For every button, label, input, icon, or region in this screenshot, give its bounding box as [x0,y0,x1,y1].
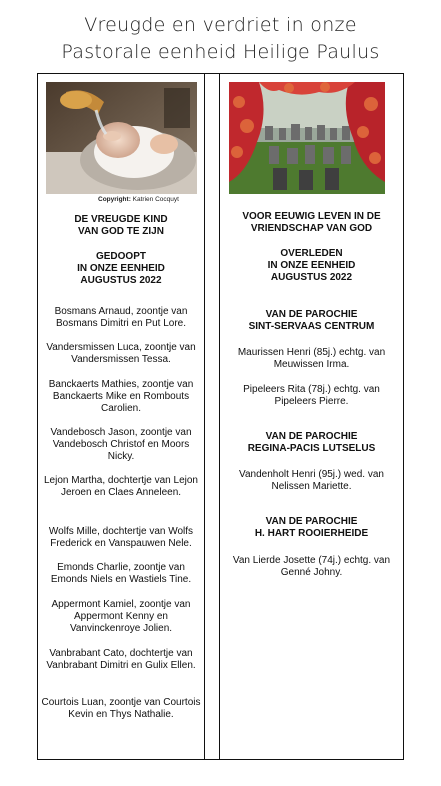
cemetery-photo [229,82,385,194]
bulletin-frame [37,73,404,760]
heading-line: IN ONZE EENHEID [267,260,356,271]
baptism-entry: Wolfs Mille, dochtertje van Wolfs Frederick en Vanspauwen Nele. [48,526,194,550]
heading-line: AUGUSTUS 2022 [80,275,162,286]
heading-line: VOOR EEUWIG LEVEN IN DE [242,211,381,222]
deaths-subheading [220,248,403,284]
baptism-subheading [38,251,204,287]
death-entry: Maurissen Henri (85j.) echtg. van Meuwissen Irma. [237,347,386,371]
death-entry: Pipeleers Rita (78j.) echtg. van Pipeleers Pierre. [243,384,380,408]
baptism-heading [38,214,204,238]
heading-line: DE VREUGDE KIND [74,214,168,225]
heading-line: VAN DE PAROCHIE [265,516,358,527]
baptism-entry: Bosmans Arnaud, zoontje van Bosmans Dimitri en Put Lore. [54,306,188,330]
heading-line: IN ONZE EENHEID [77,263,165,274]
heading-line: H. HART ROOIERHEIDE [254,528,369,539]
heading-line: SINT-SERVAAS CENTRUM [248,321,375,332]
baptism-entry: Lejon Martha, dochtertje van Lejon Jeroen en Claes Anneleen. [44,475,198,499]
baptism-entry: Appermont Kamiel, zoontje van Appermont Kenny en Vanvinckenroye Jolien. [51,599,191,635]
baptism-entry: Vanbrabant Cato, dochtertje van Vanbrabant Dimitri en Gulix Ellen. [46,648,196,672]
heading-line: AUGUSTUS 2022 [270,272,353,283]
baptism-entry: Courtois Luan, zoontje van Courtois Kevin en Thys Nathalie. [41,697,201,721]
death-entry: Van Lierde Josette (74j.) echtg. van Genné Johny. [232,555,391,579]
baptism-photo [46,82,197,194]
parish-heading [220,431,403,455]
parish-heading [220,309,403,333]
parish-heading [220,516,403,540]
heading-line: VAN DE PAROCHIE [265,431,358,442]
copyright-note [98,196,179,203]
baptism-entry: Emonds Charlie, zoontje van Emonds Niels en Wastiels Tine. [50,562,192,586]
baptisms-column [38,74,205,759]
deaths-column [220,74,403,759]
death-entry: Vandenholt Henri (95j.) wed. van Nelissen Mariette. [239,469,384,493]
baptism-entry: Banckaerts Mathies, zoontje van Banckaerts Mike en Rombouts Carolien. [48,379,194,415]
heading-line: VAN GOD TE ZIJN [78,226,164,237]
copyright-name: Katrien Cocquyt [132,196,179,203]
copyright-label: Copyright: [98,196,131,203]
heading-line: VAN DE PAROCHIE [265,309,358,320]
heading-line: GEDOOPT [95,251,146,262]
heading-line: VRIENDSCHAP VAN GOD [250,223,373,234]
page-title-line2: Pastorale eenheid Heilige Paulus [61,41,380,63]
deaths-heading [220,211,403,235]
heading-line: OVERLEDEN [280,248,343,259]
baptism-entry: Vandersmissen Luca, zoontje van Vandersmissen Tessa. [46,342,196,366]
heading-line: REGINA-PACIS LUTSELUS [247,443,376,454]
divider-column [205,74,220,759]
page-title-line1: Vreugde en verdriet in onze [84,14,357,36]
baptism-entry: Vandebosch Jason, zoontje van Vandebosch Christof en Moors Nicky. [50,427,192,463]
